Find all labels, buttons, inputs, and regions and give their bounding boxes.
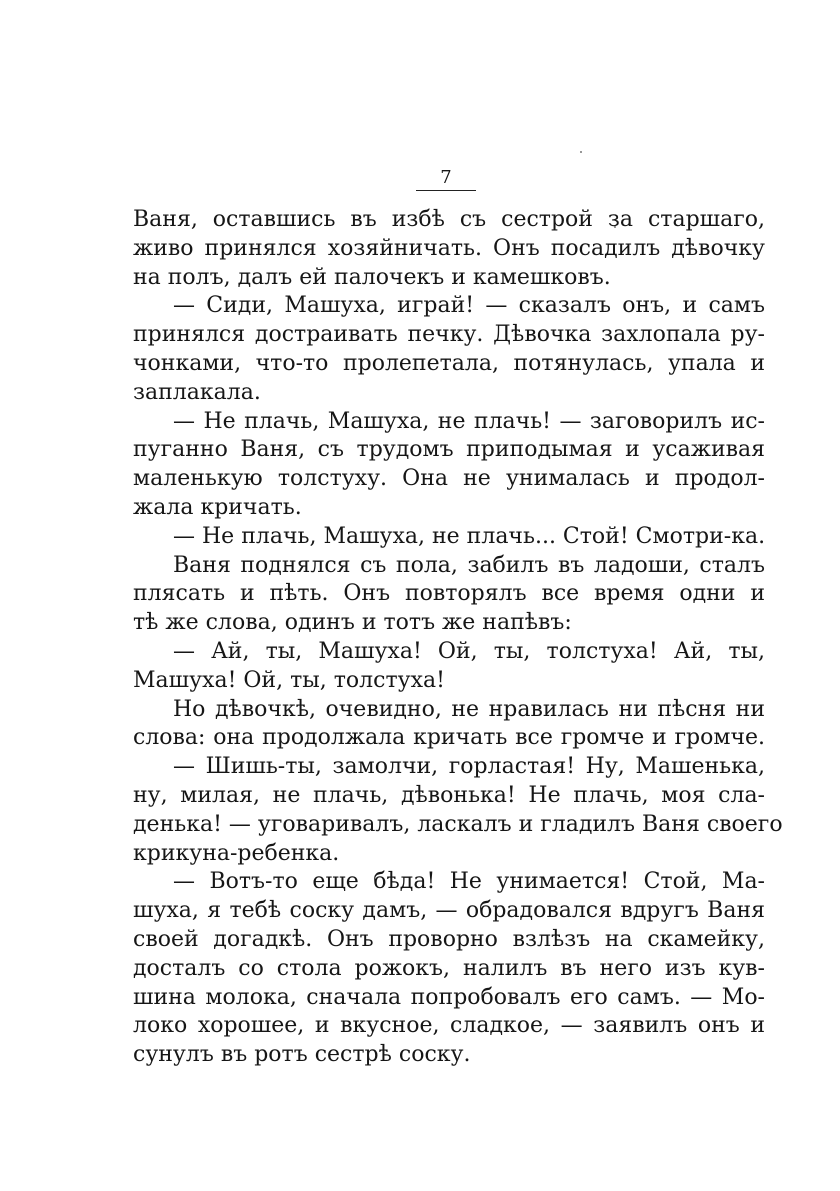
text-line: чонками, что-то пролепетала, потянулась, упала и [133,350,765,376]
text-line: локо хорошее, и вкусное, сладкое, — заявилъ онъ и [133,1013,765,1039]
text-line: принялся достраивать печку. Дѣвочка захлопала ру- [133,322,765,348]
text-line: денька! — уговаривалъ, ласкалъ и гладилъ Ваня своего [133,811,783,837]
text-line: — Не плачь, Машуха, не плачь! — заговорилъ ис- [173,408,765,434]
text-line: Ваня, оставшись въ избѣ съ сестрой за старшаго, [133,207,765,232]
text-line: заплакала. [133,379,261,405]
paper-speck [580,151,582,153]
text-line: — Ай, ты, Машуха! Ой, ты, толстуха! Ай, ты, [173,638,765,664]
text-line: тѣ же слова, одинъ и тотъ же напѣвъ: [133,610,572,636]
text-line: — Сиди, Машуха, играй! — сказалъ онъ, и самъ [173,293,765,319]
text-line: маленькую толстуху. Она не унималась и продол- [133,466,765,492]
text-line: шуха, я тебѣ соску дамъ, — обрадовался вдругъ Ваня [133,898,765,924]
text-line: — Шишь-ты, замолчи, горластая! Ну, Машенька, [173,754,765,780]
text-line: сунулъ въ ротъ сестрѣ соску. [133,1042,471,1068]
text-line: ну, милая, не плачь, дѣвонька! Не плачь, моя сла- [133,782,765,808]
text-line: пуганно Ваня, съ трудомъ приподымая и усаживая [133,437,765,463]
text-line: жала кричать. [133,494,302,520]
text-line: плясать и пѣть. Онъ повторялъ все время одни и [133,581,765,607]
body-text [133,206,783,1070]
text-line: шина молока, сначала попробовалъ его самъ. — Мо- [133,984,765,1010]
text-line: живо принялся хозяйничать. Онъ посадилъ дѣвочку [133,235,765,261]
text-line: Но дѣвочкѣ, очевидно, не нравилась ни пѣсня ни [173,696,765,722]
text-line: досталъ со стола рожокъ, налилъ въ него изъ кув- [133,955,765,981]
text-line: крикуна-ребенка. [133,840,340,866]
text-line: Ваня поднялся съ пола, забилъ въ ладоши, сталъ [173,552,765,578]
text-line: на полъ, далъ ей палочекъ и камешковъ. [133,264,611,290]
text-line: — Не плачь, Машуха, не плачь... Стой! Смотри-ка. [173,523,766,549]
page-number: 7 [416,168,476,191]
text-line: Машуха! Ой, ты, толстуха! [133,667,445,693]
text-line: своей догадкѣ. Онъ проворно взлѣзъ на скамейку, [133,926,765,952]
text-line: слова: она продолжала кричать все громче и громче. [133,725,765,751]
text-line: — Вотъ-то еще бѣда! Не унимается! Стой, Ма- [173,869,765,895]
